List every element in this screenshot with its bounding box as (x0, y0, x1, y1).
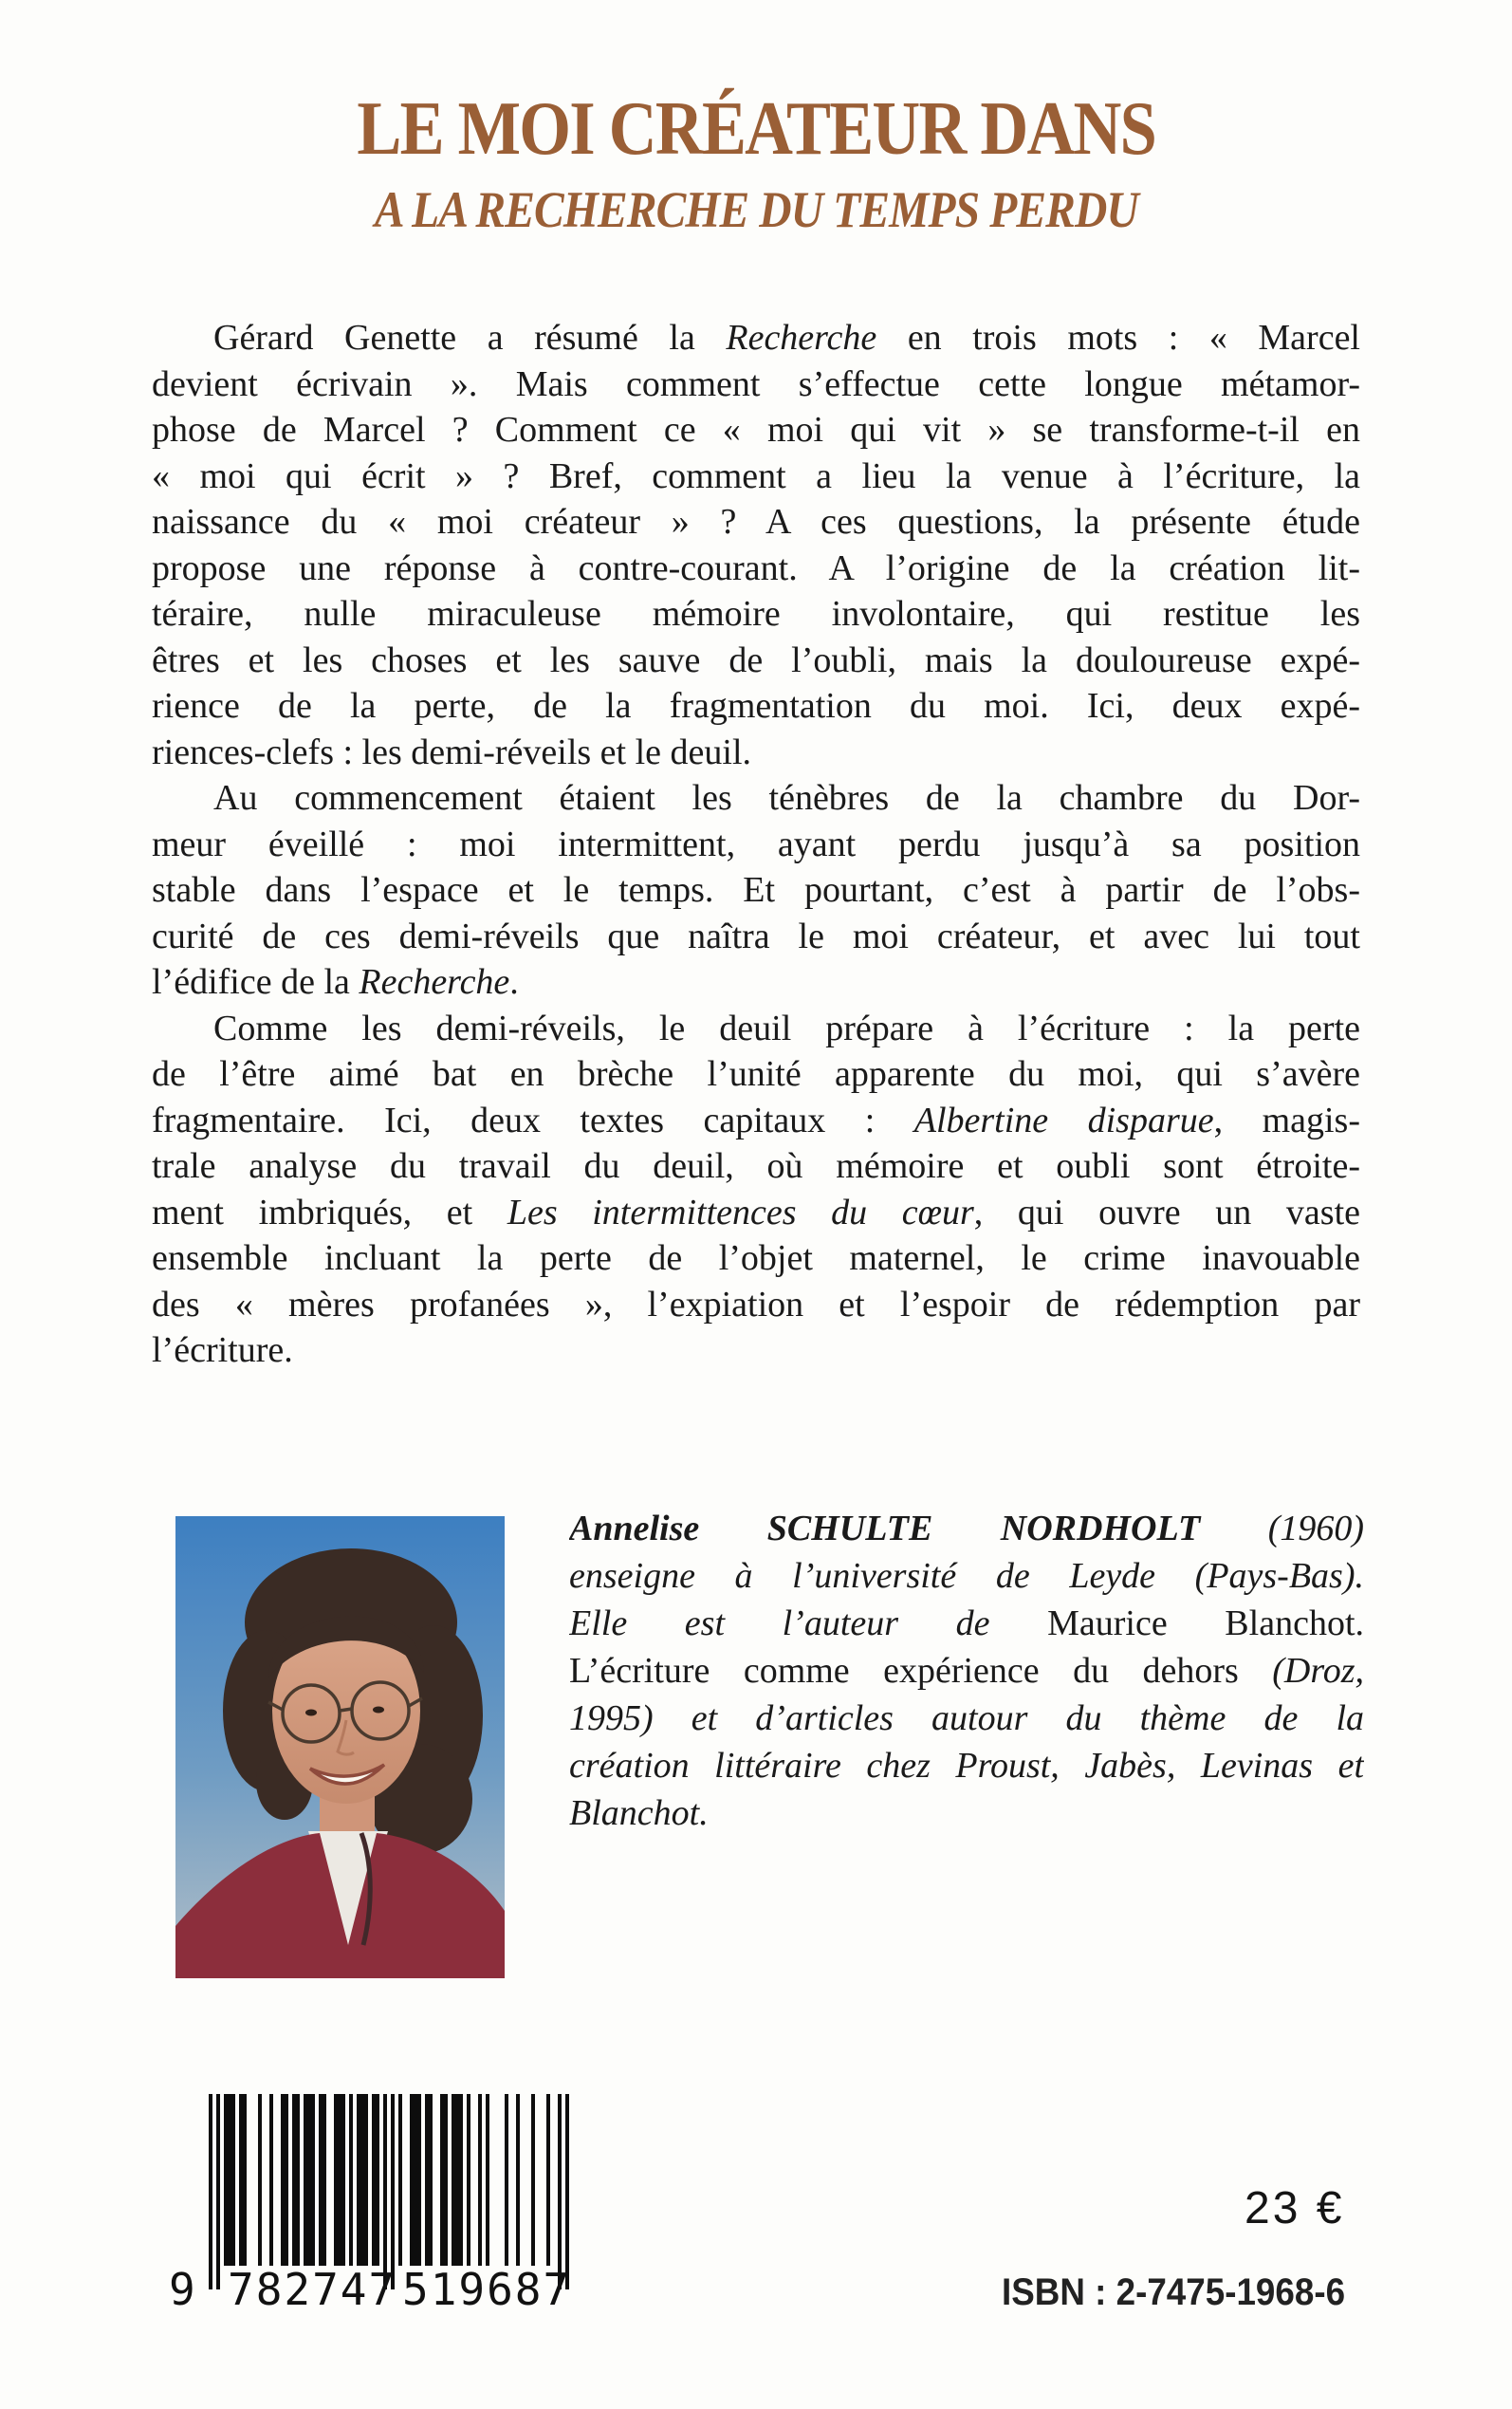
text-line (152, 1051, 1360, 1098)
barcode-bars (209, 2094, 569, 2289)
text-line (152, 1098, 1360, 1144)
text-segment: l’écriture. (152, 1330, 293, 1370)
paragraph (152, 1006, 1360, 1374)
barcode-digits: 519687 (402, 2264, 572, 2315)
text-line (152, 683, 1360, 730)
book-subtitle-row (0, 181, 1512, 238)
paragraph (152, 775, 1360, 1006)
text-line (152, 1006, 1360, 1052)
text-line (152, 1235, 1360, 1282)
text-segment: Gérard Genette a résumé la (213, 318, 727, 358)
text-line (152, 867, 1360, 914)
text-segment: (1960) (1267, 1509, 1364, 1548)
text-line (152, 499, 1360, 546)
text-segment: l’édifice de la (152, 962, 360, 1002)
text-line (152, 454, 1360, 500)
text-segment: Albertine disparue (913, 1100, 1214, 1140)
text-segment: stable dans l’espace et le temps. Et pourtant, c’est à partir de l’obs- (152, 870, 1360, 910)
text-segment: Annelise SCHULTE NORDHOLT (569, 1509, 1268, 1548)
text-line (569, 1789, 1364, 1837)
text-line (152, 315, 1360, 361)
text-line (152, 591, 1360, 638)
price-label: 23 € (1245, 2183, 1345, 2233)
text-segment: ment imbriqués, et (152, 1192, 507, 1232)
text-segment: enseigne à l’université de Leyde (Pays-Bas). (569, 1556, 1364, 1596)
text-segment: curité de ces demi-réveils que naîtra le moi créateur, et avec lui tout (152, 916, 1360, 956)
text-segment: , qui ouvre un vaste (973, 1192, 1360, 1232)
text-segment: Elle est l’auteur de (569, 1603, 1048, 1643)
text-segment: en trois mots : « Marcel (876, 318, 1360, 358)
text-segment: riences-clefs : les demi-réveils et le deuil. (152, 732, 752, 772)
text-line (152, 822, 1360, 868)
text-segment: devient écrivain ». Mais comment s’effectue cette longue métamor- (152, 363, 1360, 404)
text-line (152, 1190, 1360, 1236)
paragraph (152, 315, 1360, 775)
text-line (569, 1552, 1364, 1600)
author-bio (569, 1505, 1364, 1837)
text-line (152, 1282, 1360, 1328)
text-segment: trale analyse du travail du deuil, où mémoire et oubli sont étroite- (152, 1146, 1360, 1186)
text-line (152, 1327, 1360, 1374)
text-line (569, 1505, 1364, 1552)
book-title-row (0, 87, 1512, 171)
text-line (152, 407, 1360, 454)
text-segment: création littéraire chez Proust, Jabès, Levinas et (569, 1746, 1364, 1786)
text-segment: Les intermittences du cœur (507, 1192, 974, 1232)
text-segment: phose de Marcel ? Comment ce « moi qui vit » se transforme-t-il en (152, 410, 1360, 450)
text-segment: « moi qui écrit » ? Bref, comment a lieu la venue à l’écriture, la (152, 455, 1360, 496)
text-segment: 1995) et d’articles autour du thème de la (569, 1698, 1364, 1738)
text-segment: , magis- (1213, 1100, 1360, 1140)
text-segment: Recherche (359, 962, 510, 1002)
text-line (152, 546, 1360, 592)
text-segment: Comme les demi-réveils, le deuil prépare à l’écriture : la perte (213, 1008, 1360, 1048)
text-segment: naissance du « moi créateur » ? A ces questions, la présente étude (152, 502, 1360, 542)
text-line (152, 959, 1360, 1006)
text-segment: ensemble incluant la perte de l’objet maternel, le crime inavouable (152, 1238, 1360, 1278)
text-line (152, 361, 1360, 408)
text-segment: propose une réponse à contre-courant. A l’origine de la création lit- (152, 547, 1360, 588)
text-segment: rience de la perte, de la fragmentation du moi. Ici, deux expé- (152, 686, 1360, 726)
text-segment: de l’être aimé bat en brèche l’unité apparente du moi, qui s’avère (152, 1054, 1360, 1094)
text-segment: Recherche (726, 318, 877, 358)
text-line (569, 1600, 1364, 1647)
back-cover-text (152, 315, 1360, 1374)
text-segment: . (509, 962, 519, 1002)
author-photo (175, 1516, 505, 1978)
text-line (152, 730, 1360, 776)
isbn-label: ISBN : 2-7475-1968-6 (1002, 2271, 1346, 2313)
barcode-digits: 9 (169, 2264, 197, 2315)
text-line (152, 638, 1360, 684)
text-segment: êtres et les choses et les sauve de l’oubli, mais la douloureuse expé- (152, 639, 1360, 680)
text-line (569, 1647, 1364, 1695)
text-segment: (Droz, (1272, 1651, 1364, 1691)
text-segment: fragmentaire. Ici, deux textes capitaux : (152, 1100, 914, 1140)
text-line (569, 1742, 1364, 1789)
text-line (152, 1143, 1360, 1190)
text-segment: des « mères profanées », l’expiation et l’espoir de rédemption par (152, 1284, 1360, 1325)
text-segment: Blanchot. (569, 1793, 709, 1833)
book-title: LE MOI CRÉATEUR DANS (357, 87, 1155, 171)
text-segment: Maurice Blanchot. (1047, 1603, 1364, 1643)
book-subtitle: A LA RECHERCHE DU TEMPS PERDU (374, 181, 1138, 238)
text-segment: Au commencement étaient les ténèbres de la chambre du Dor- (213, 778, 1360, 818)
text-segment: meur éveillé : moi intermittent, ayant perdu jusqu’à sa position (152, 824, 1360, 864)
barcode-module (565, 2094, 569, 2289)
text-segment: téraire, nulle miraculeuse mémoire involontaire, qui restitue les (152, 594, 1360, 634)
text-line (152, 914, 1360, 960)
text-line (152, 775, 1360, 822)
text-line (569, 1695, 1364, 1742)
text-segment: L’écriture comme expérience du dehors (569, 1651, 1273, 1691)
barcode-digits: 782747 (228, 2264, 397, 2315)
